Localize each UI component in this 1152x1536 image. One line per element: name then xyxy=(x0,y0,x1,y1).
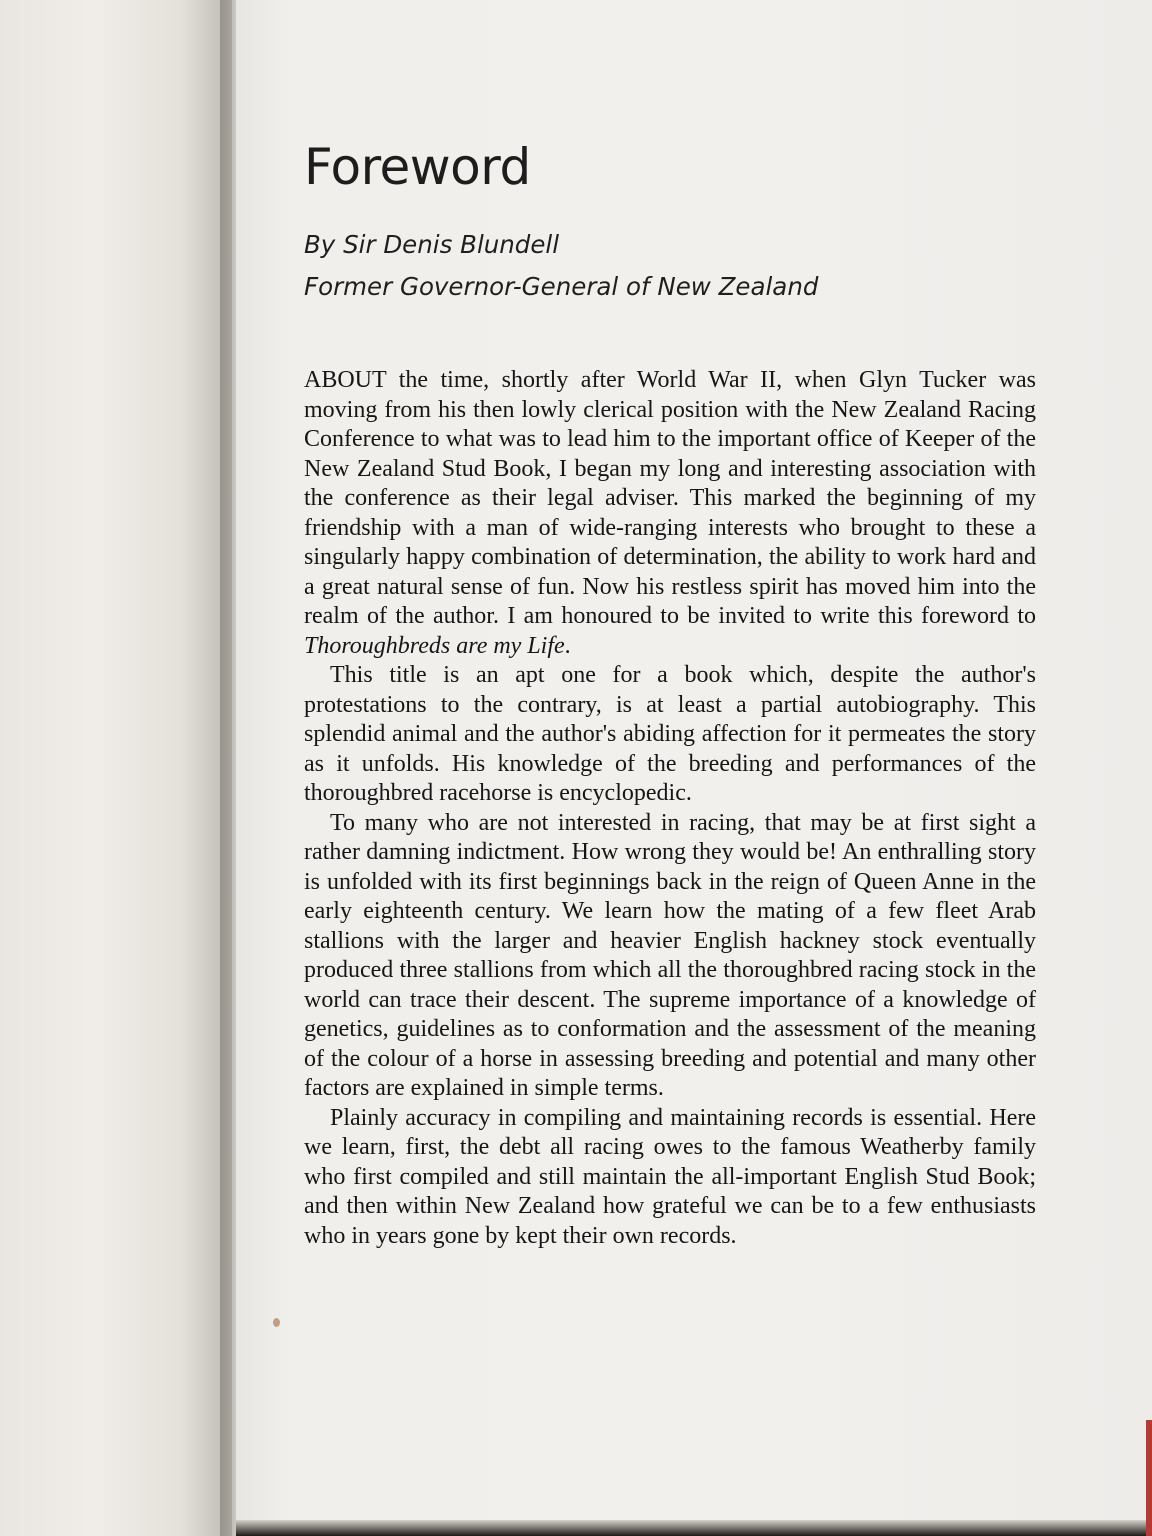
book-cover-edge xyxy=(1146,1420,1152,1536)
paragraph-1-text: ABOUT the time, shortly after World War II, when Glyn Tucker was moving from his then lowly clerical position with the New Zealand Racing Conference to what was to lead him to the important office of Keeper of the New Zealand Stud Book, I began my long and interesting association with the conference as their legal adviser. This marked the beginning of my friendship with a man of wide-ranging interests who brought to these a singularly happy combination of determination, the ability to work hard and a great natural sense of fun. Now his restless spirit has moved him into the realm of the author. I am honoured to be invited to write this foreword to xyxy=(304,367,1036,629)
paragraph-3: To many who are not interested in racing, that may be at first sight a rather damning indictment. How wrong they would be! An enthralling story is unfolded with its first beginnings back in the reign of Queen Anne in the early eighteenth century. We learn how the mating of a few fleet Arab stallions with the larger and heavier English hackney stock eventually produced three stallions from which all the thoroughbred racing stock in the world can trace their descent. The supreme importance of a knowledge of genetics, guidelines as to conformation and the assessment of the meaning of the colour of a horse in assessing breeding and potential and many other factors are explained in simple terms. xyxy=(304,809,1036,1101)
book-title-end: . xyxy=(564,632,571,659)
byline-role: Former Governor-General of New Zealand xyxy=(304,272,819,301)
paragraph-2: This title is an apt one for a book which, despite the author's protestations to the contrary, is at least a partial autobiography. This splendid animal and the author's abiding affection for it permeates the story as it unfolds. His knowledge of the breeding and performances of the thoroughbred racehorse is encyclopedic. xyxy=(304,662,1036,806)
foxing-spot xyxy=(273,1318,280,1327)
paragraph-4: Plainly accuracy in compiling and maintaining records is essential. Here we learn, first, the debt all racing owes to the famous Weatherby family who first compiled and still maintain the all-important English Stud Book; and then within New Zealand how grateful we can be to a few enthusiasts who in years gone by kept their own records. xyxy=(304,1104,1036,1249)
byline xyxy=(304,224,818,308)
paragraph-1 xyxy=(304,366,1036,661)
page-title: Foreword xyxy=(304,138,531,196)
book-title: Thoroughbreds are my Life xyxy=(304,632,565,659)
left-facing-page xyxy=(0,0,232,1536)
foreword-body xyxy=(304,366,1036,1251)
byline-author: By Sir Denis Blundell xyxy=(304,230,560,259)
page-bottom-edge xyxy=(236,1520,1152,1536)
